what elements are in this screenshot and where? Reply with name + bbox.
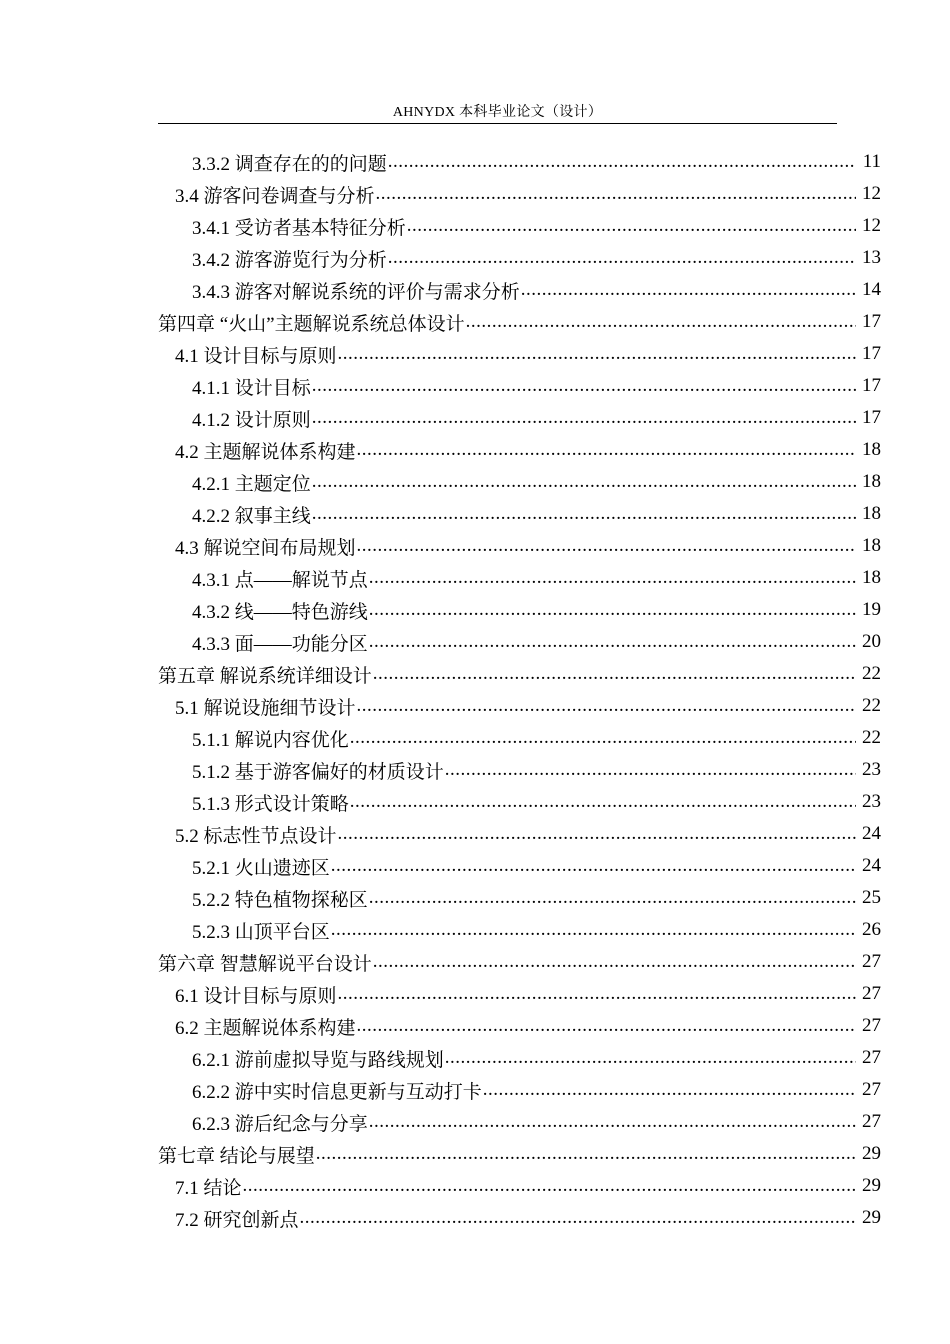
toc-page-number: 25 (862, 887, 881, 908)
toc-dot-leader (350, 727, 856, 749)
toc-entry[interactable] (0, 786, 950, 818)
toc-entry[interactable] (0, 754, 950, 786)
toc-entry-title: 第五章 解说系统详细设计 (158, 665, 372, 687)
toc-page-number: 29 (862, 1207, 881, 1228)
toc-entry[interactable] (0, 722, 950, 754)
toc-page-number: 19 (862, 599, 881, 620)
toc-page-number: 23 (862, 759, 881, 780)
toc-page-number: 24 (862, 855, 881, 876)
toc-dot-leader (312, 471, 856, 493)
toc-entry-title: 5.1.2 基于游客偏好的材质设计 (192, 761, 444, 783)
toc-entry-title: 4.2.2 叙事主线 (192, 505, 311, 527)
toc-dot-leader (445, 759, 856, 781)
toc-entry-title: 7.1 结论 (175, 1177, 242, 1199)
toc-entry-title: 5.1 解说设施细节设计 (175, 697, 356, 719)
header-rule (158, 123, 837, 124)
toc-page-number: 18 (862, 471, 881, 492)
toc-entry[interactable] (0, 594, 950, 626)
toc-entry-title: 6.2.2 游中实时信息更新与互动打卡 (192, 1081, 482, 1103)
toc-page-number: 18 (862, 567, 881, 588)
toc-page-number: 27 (862, 1015, 881, 1036)
toc-page-number: 29 (862, 1143, 881, 1164)
toc-dot-leader (369, 599, 856, 621)
toc-dot-leader (338, 983, 856, 1005)
toc-dot-leader (316, 1143, 856, 1165)
toc-page-number: 29 (862, 1175, 881, 1196)
toc-dot-leader (312, 375, 856, 397)
toc-page-number: 13 (862, 247, 881, 268)
toc-entry[interactable] (0, 530, 950, 562)
page-header: AHNYDX 本科毕业论文（设计） (392, 105, 603, 120)
toc-entry-title: 4.1.1 设计目标 (192, 377, 311, 399)
toc-page-number: 12 (862, 183, 881, 204)
toc-dot-leader (483, 1079, 856, 1101)
toc-entry-title: 6.2 主题解说体系构建 (175, 1017, 356, 1039)
toc-entry-title: 5.1.3 形式设计策略 (192, 793, 349, 815)
toc-dot-leader (312, 407, 856, 429)
toc-page-number: 27 (862, 1079, 881, 1100)
toc-entry-title: 4.3.2 线——特色游线 (192, 601, 368, 623)
toc-entry[interactable] (0, 146, 950, 178)
toc-entry-title: 4.2 主题解说体系构建 (175, 441, 356, 463)
toc-entry-title: 6.2.1 游前虚拟导览与路线规划 (192, 1049, 444, 1071)
toc-entry-title: 4.1 设计目标与原则 (175, 345, 337, 367)
toc-dot-leader (369, 567, 856, 589)
toc-entry[interactable] (0, 626, 950, 658)
toc-entry[interactable] (0, 978, 950, 1010)
toc-entry[interactable] (0, 274, 950, 306)
toc-entry[interactable] (0, 338, 950, 370)
toc-dot-leader (521, 279, 856, 301)
toc-entry[interactable] (0, 306, 950, 338)
toc-entry-title: 7.2 研究创新点 (175, 1209, 299, 1231)
toc-entry[interactable] (0, 658, 950, 690)
toc-dot-leader (388, 151, 856, 173)
toc-page-number: 17 (862, 343, 881, 364)
toc-dot-leader (357, 1015, 856, 1037)
toc-entry-title: 3.4 游客问卷调查与分析 (175, 185, 375, 207)
toc-page-number: 18 (862, 439, 881, 460)
toc-entry[interactable] (0, 1042, 950, 1074)
toc-entry[interactable] (0, 946, 950, 978)
toc-entry[interactable] (0, 818, 950, 850)
toc-dot-leader (357, 535, 856, 557)
toc-dot-leader (338, 823, 856, 845)
toc-entry[interactable] (0, 402, 950, 434)
toc-page-number: 26 (862, 919, 881, 940)
toc-entry[interactable] (0, 242, 950, 274)
toc-page-number: 11 (862, 151, 881, 172)
toc-entry-title: 4.1.2 设计原则 (192, 409, 311, 431)
toc-entry-title: 3.4.3 游客对解说系统的评价与需求分析 (192, 281, 520, 303)
toc-dot-leader (373, 663, 856, 685)
toc-entry-title: 4.2.1 主题定位 (192, 473, 311, 495)
toc-entry[interactable] (0, 690, 950, 722)
toc-entry-title: 3.3.2 调查存在的的问题 (192, 153, 387, 175)
toc-entry[interactable] (0, 466, 950, 498)
toc-entry[interactable] (0, 850, 950, 882)
toc-page-number: 18 (862, 503, 881, 524)
table-of-contents (0, 146, 950, 1234)
toc-dot-leader (388, 247, 856, 269)
toc-page-number: 24 (862, 823, 881, 844)
toc-dot-leader (357, 439, 856, 461)
toc-page-number: 17 (862, 407, 881, 428)
toc-page-number: 27 (862, 983, 881, 1004)
toc-dot-leader (300, 1207, 856, 1229)
toc-page-number: 27 (862, 1111, 881, 1132)
toc-dot-leader (407, 215, 856, 237)
toc-entry-title: 4.3.1 点——解说节点 (192, 569, 368, 591)
toc-entry-title: 第四章 “火山”主题解说系统总体设计 (158, 313, 465, 335)
toc-entry[interactable] (0, 1106, 950, 1138)
toc-dot-leader (466, 311, 856, 333)
toc-entry[interactable] (0, 1010, 950, 1042)
toc-entry[interactable] (0, 1074, 950, 1106)
toc-entry-title: 6.1 设计目标与原则 (175, 985, 337, 1007)
toc-entry-title: 4.3.3 面——功能分区 (192, 633, 368, 655)
toc-dot-leader (369, 887, 856, 909)
toc-entry-title: 4.3 解说空间布局规划 (175, 537, 356, 559)
toc-entry[interactable] (0, 562, 950, 594)
toc-dot-leader (243, 1175, 856, 1197)
toc-dot-leader (369, 1111, 856, 1133)
toc-entry-title: 5.2.3 山顶平台区 (192, 921, 330, 943)
toc-entry[interactable] (0, 914, 950, 946)
toc-entry[interactable] (0, 210, 950, 242)
toc-entry[interactable] (0, 498, 950, 530)
toc-entry[interactable] (0, 178, 950, 210)
toc-page-number: 22 (862, 695, 881, 716)
toc-entry[interactable] (0, 434, 950, 466)
toc-page-number: 23 (862, 791, 881, 812)
toc-entry[interactable] (0, 370, 950, 402)
toc-page-number: 17 (862, 311, 881, 332)
toc-entry[interactable] (0, 882, 950, 914)
toc-entry-title: 3.4.2 游客游览行为分析 (192, 249, 387, 271)
toc-entry-title: 6.2.3 游后纪念与分享 (192, 1113, 368, 1135)
toc-dot-leader (350, 791, 856, 813)
toc-entry-title: 5.2.1 火山遗迹区 (192, 857, 330, 879)
toc-entry[interactable] (0, 1138, 950, 1170)
toc-entry-title: 5.2 标志性节点设计 (175, 825, 337, 847)
toc-dot-leader (445, 1047, 856, 1069)
toc-dot-leader (312, 503, 856, 525)
toc-entry-title: 3.4.1 受访者基本特征分析 (192, 217, 406, 239)
toc-entry[interactable] (0, 1202, 950, 1234)
toc-entry-title: 第六章 智慧解说平台设计 (158, 953, 372, 975)
toc-dot-leader (338, 343, 856, 365)
toc-page-number: 12 (862, 215, 881, 236)
toc-entry[interactable] (0, 1170, 950, 1202)
toc-page-number: 20 (862, 631, 881, 652)
toc-dot-leader (331, 919, 856, 941)
toc-page-number: 22 (862, 727, 881, 748)
toc-page-number: 27 (862, 1047, 881, 1068)
toc-entry-title: 第七章 结论与展望 (158, 1145, 315, 1167)
toc-dot-leader (376, 183, 856, 205)
toc-page-number: 27 (862, 951, 881, 972)
toc-dot-leader (369, 631, 856, 653)
toc-dot-leader (357, 695, 856, 717)
toc-entry-title: 5.2.2 特色植物探秘区 (192, 889, 368, 911)
toc-dot-leader (331, 855, 856, 877)
toc-page-number: 17 (862, 375, 881, 396)
toc-entry-title: 5.1.1 解说内容优化 (192, 729, 349, 751)
toc-dot-leader (373, 951, 856, 973)
toc-page-number: 18 (862, 535, 881, 556)
toc-page-number: 14 (862, 279, 881, 300)
toc-page-number: 22 (862, 663, 881, 684)
